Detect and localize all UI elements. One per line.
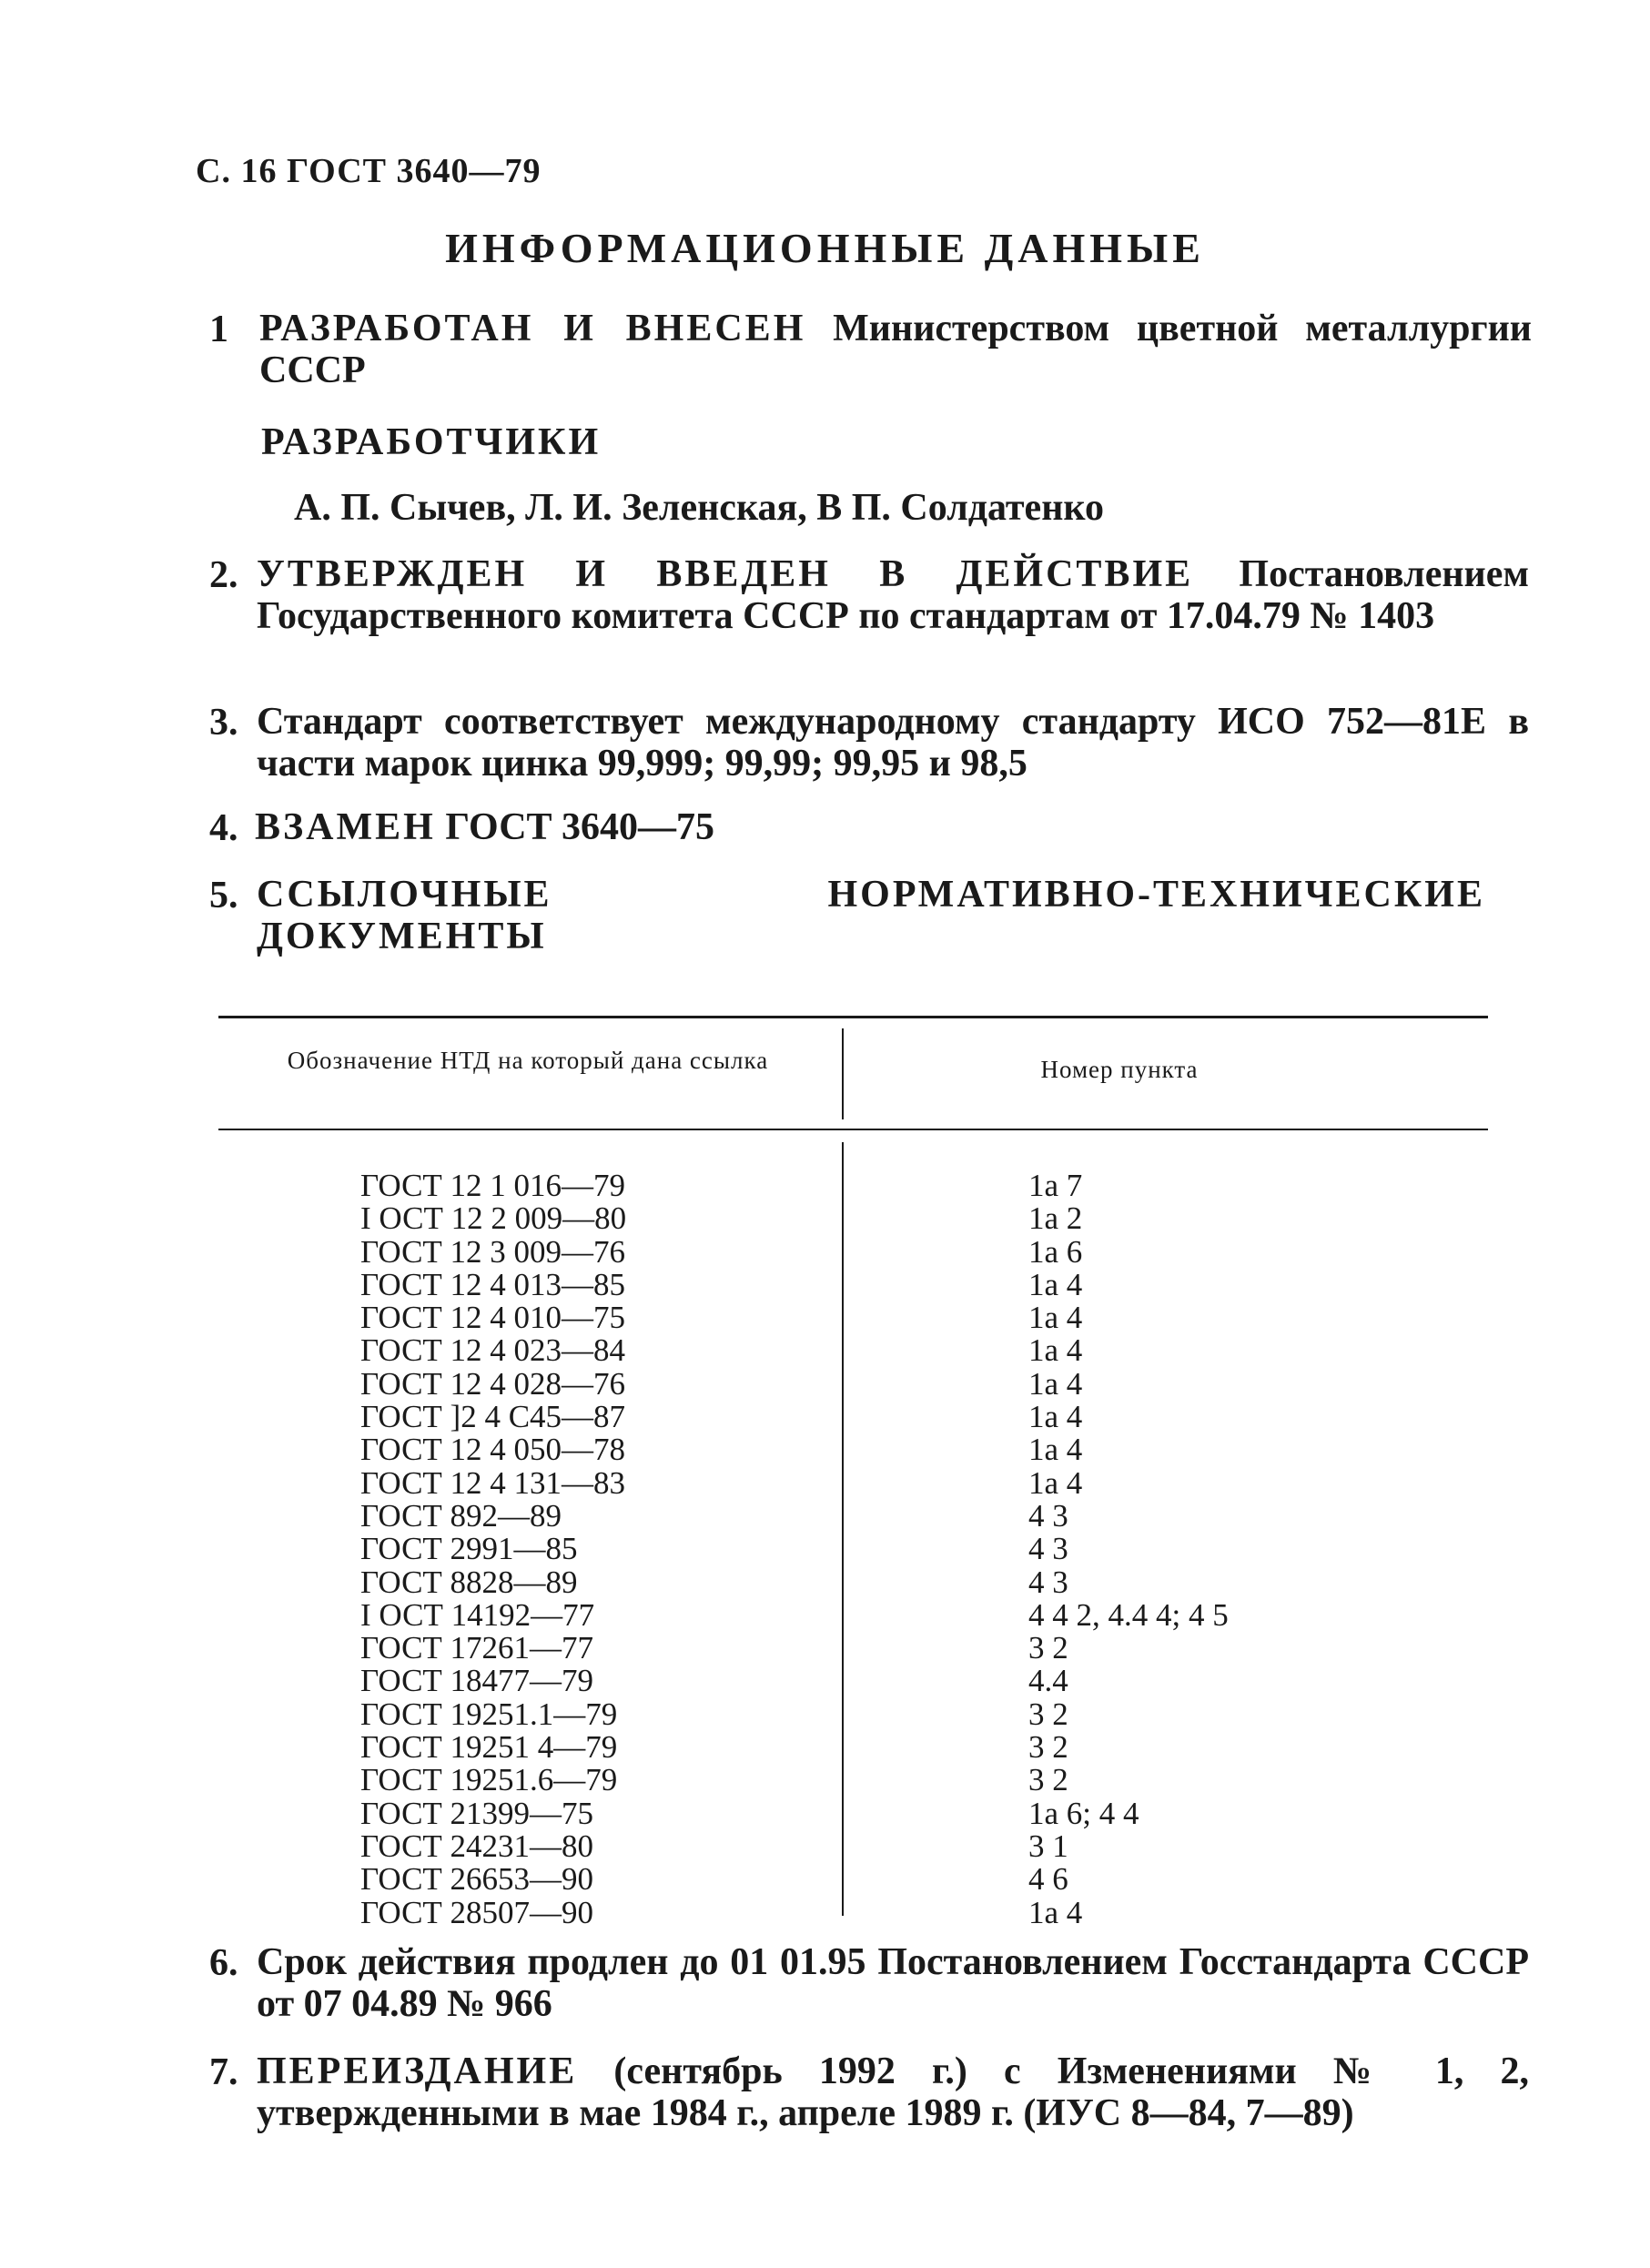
table-row-point: 4 3: [1028, 1564, 1068, 1600]
table-header-rule: [218, 1129, 1488, 1130]
table-row-point: 1а 7: [1028, 1168, 1083, 1203]
table-row-point: 1а 6: [1028, 1233, 1083, 1270]
table-row-doc: ГОСТ 12 4 131—83: [360, 1464, 626, 1501]
table-row-point: 4 6: [1028, 1861, 1068, 1898]
table-row-point: 4.4: [1028, 1663, 1068, 1699]
table-row-doc: ГОСТ 12 4 013—85: [360, 1266, 626, 1302]
table-row-point: 1а 4: [1028, 1365, 1083, 1402]
table-row-point: 1а 4: [1028, 1894, 1083, 1930]
developers-heading: РАЗРАБОТЧИКИ: [261, 421, 602, 463]
table-row-point: 1а 4: [1028, 1432, 1083, 1468]
item-6-body: Срок действия продлен до 01 01.95 Постановлением Госстандарта СССР от 07 04.89 № 966: [257, 1941, 1529, 2025]
page-title: ИНФОРМАЦИОННЫЕ ДАННЫЕ: [445, 225, 1205, 271]
table-row-doc: ГОСТ 19251 4—79: [360, 1729, 618, 1766]
item-1-caps: РАЗРАБОТАН И ВНЕСЕН: [259, 308, 806, 349]
table-row-doc: ГОСТ 17261—77: [360, 1630, 594, 1666]
table-doc-column: [360, 1169, 626, 1929]
item-3-text: [257, 701, 1529, 785]
table-row-point: 3 2: [1028, 1696, 1068, 1732]
table-row-point: 1а 4: [1028, 1266, 1083, 1302]
table-point-column: [1028, 1169, 1229, 1929]
item-7-caps: ПЕРЕИЗДАНИЕ: [257, 2050, 578, 2092]
item-5-caps: ССЫЛОЧНЫЕ НОРМАТИВНО-ТЕХНИЧЕСКИЕ ДОКУМЕНТЫ: [257, 874, 1485, 957]
table-row-point: 1а 4: [1028, 1332, 1083, 1369]
developers-names: А. П. Сычев, Л. И. Зеленская, В П. Солдатенко: [294, 487, 1105, 529]
item-4-text: [255, 806, 1527, 848]
table-row-point: 1а 4: [1028, 1399, 1083, 1435]
table-header-doc: Обозначение НТД на который дана ссылка: [287, 1047, 769, 1074]
table-row-doc: I ОСТ 12 2 009—80: [360, 1200, 627, 1237]
item-1-number: 1: [209, 309, 228, 350]
item-1-text: [259, 308, 1532, 391]
item-4-body: ГОСТ 3640—75: [435, 806, 715, 848]
table-row-point: 3 2: [1028, 1729, 1068, 1766]
table-column-divider: [842, 1142, 844, 1916]
table-row-doc: ГОСТ 892—89: [360, 1497, 562, 1534]
table-row-doc: ГОСТ ]2 4 С45—87: [360, 1399, 626, 1435]
table-header-point: Номер пункта: [1040, 1056, 1199, 1083]
table-row-point: 1а 2: [1028, 1200, 1083, 1237]
page-header: С. 16 ГОСТ 3640—79: [196, 152, 542, 190]
item-2-caps: УТВЕРЖДЕН И ВВЕДЕН В ДЕЙСТВИЕ: [257, 553, 1194, 595]
table-row-point: 4 4 2, 4.4 4; 4 5: [1028, 1596, 1229, 1633]
table-row-point: 1а 4: [1028, 1300, 1083, 1336]
table-row-point: 3 1: [1028, 1828, 1068, 1864]
table-row-doc: ГОСТ 12 3 009—76: [360, 1233, 626, 1270]
item-2-body: Постановлением Государственного комитета СССР по стандартам от 17.04.79 № 1403: [257, 553, 1529, 637]
table-row-doc: ГОСТ 2991—85: [360, 1531, 578, 1567]
item-4-caps: ВЗАМЕН: [255, 806, 436, 848]
table-row-doc: ГОСТ 8828—89: [360, 1564, 578, 1600]
item-7-text: [257, 2050, 1529, 2134]
table-row-doc: ГОСТ 19251.1—79: [360, 1696, 618, 1732]
table-row-doc: ГОСТ 28507—90: [360, 1894, 594, 1930]
item-6-number: 6.: [209, 1942, 238, 1984]
table-row-doc: ГОСТ 21399—75: [360, 1795, 594, 1831]
item-7-number: 7.: [209, 2051, 238, 2093]
table-row-point: 3 2: [1028, 1630, 1068, 1666]
table-row-doc: I ОСТ 14192—77: [360, 1596, 595, 1633]
table-row-point: 3 2: [1028, 1762, 1068, 1798]
item-3-body: Стандарт соответствует международному стандарту ИСО 752—81Е в части марок цинка 99,999; 99,99; 99,95 и 98,5: [257, 701, 1529, 785]
table-row-point: 4 3: [1028, 1531, 1068, 1567]
table-row-doc: ГОСТ 12 4 050—78: [360, 1432, 626, 1468]
table-row-point: 1а 4: [1028, 1464, 1083, 1501]
item-1-body: Министерством цветной металлургии СССР: [259, 308, 1532, 391]
table-row-doc: ГОСТ 24231—80: [360, 1828, 594, 1864]
item-7-body: (сентябрь 1992 г.) с Изменениями № 1, 2, утвержденными в мае 1984 г., апреле 1989 г. (ИУС 8—84, 7—89): [257, 2050, 1529, 2134]
table-row-doc: ГОСТ 12 4 023—84: [360, 1332, 626, 1369]
item-5-text: [257, 874, 1485, 957]
table-row-point: 1а 6; 4 4: [1028, 1795, 1139, 1831]
item-5-number: 5.: [209, 875, 238, 916]
table-row-doc: ГОСТ 12 1 016—79: [360, 1168, 626, 1203]
table-row-doc: ГОСТ 19251.6—79: [360, 1762, 618, 1798]
item-6-text: [257, 1941, 1529, 2025]
item-2-number: 2.: [209, 554, 238, 596]
item-2-text: [257, 553, 1529, 637]
item-3-number: 3.: [209, 702, 238, 744]
table-header-divider: [842, 1028, 844, 1119]
table-row-doc: ГОСТ 26653—90: [360, 1861, 594, 1898]
item-4-number: 4.: [209, 807, 238, 849]
table-row-doc: ГОСТ 12 4 010—75: [360, 1300, 626, 1336]
table-row-doc: ГОСТ 12 4 028—76: [360, 1365, 626, 1402]
table-row-doc: ГОСТ 18477—79: [360, 1663, 594, 1699]
table-top-rule: [218, 1016, 1488, 1018]
table-row-point: 4 3: [1028, 1497, 1068, 1534]
